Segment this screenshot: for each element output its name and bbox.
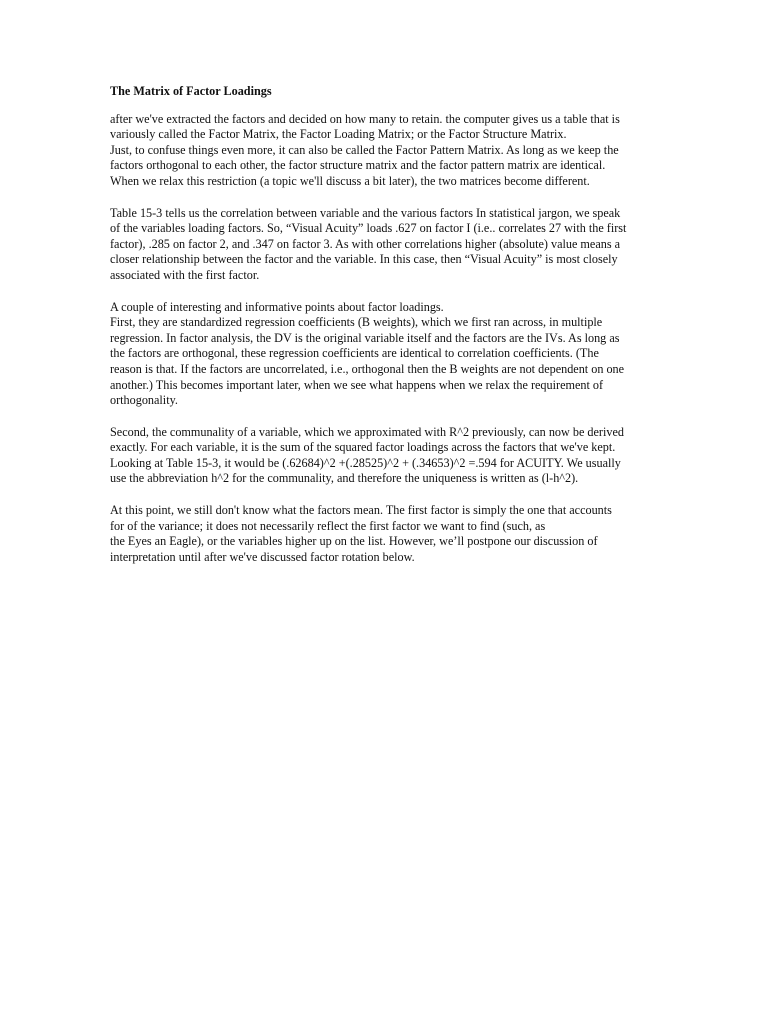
text-line: orthogonality. [110, 393, 178, 408]
text-line: Table 15-3 tells us the correlation between variable and the various factors In statistical jargon, we speak [110, 205, 621, 220]
text-line: reason is that. If the factors are uncorrelated, i.e., orthogonal then the B weights are not dependent on one [110, 361, 625, 376]
text-line: factor), .285 on factor 2, and .347 on factor 3. As with other correlations higher (absolute) value means a [110, 236, 621, 251]
text-line: closer relationship between the factor and the variable. In this case, then “Visual Acuity” is most closely [110, 252, 618, 267]
text-line: the Eyes an Eagle), or the variables higher up on the list. However, we’ll postpone our discussion of [110, 534, 598, 549]
paragraph-2 [110, 206, 670, 284]
text-line: after we've extracted the factors and decided on how many to retain. the computer gives us a table that is [110, 111, 620, 126]
text-line: At this point, we still don't know what the factors mean. The first factor is simply the one that accounts [110, 503, 612, 518]
paragraph-1 [110, 112, 670, 190]
text-line: the factors are orthogonal, these regression coefficients are identical to correlation coefficients. (The [110, 346, 599, 361]
paragraph-5 [110, 503, 670, 565]
text-line: Second, the communality of a variable, which we approximated with R^2 previously, can now be derived [110, 424, 624, 439]
text-line: for of the variance; it does not necessarily reflect the first factor we want to find (such, as [110, 518, 546, 533]
text-line: First, they are standardized regression coefficients (B weights), which we first ran across, in multiple [110, 315, 603, 330]
text-line: Just, to confuse things even more, it can also be called the Factor Pattern Matrix. As long as we keep the [110, 142, 619, 157]
paragraph-4 [110, 425, 670, 487]
text-line: When we relax this restriction (a topic we'll discuss a bit later), the two matrices become different. [110, 173, 590, 188]
document-body [110, 84, 670, 581]
text-line: of the variables loading factors. So, “Visual Acuity” loads .627 on factor I (i.e.. correlates 27 with the first [110, 221, 627, 236]
document-title: The Matrix of Factor Loadings [110, 84, 272, 98]
text-line: Looking at Table 15-3, it would be (.62684)^2 +(.28525)^2 + (.34653)^2 =.594 for ACUITY. We usually [110, 455, 621, 470]
text-line: exactly. For each variable, it is the sum of the squared factor loadings across the factors that we've kept. [110, 440, 616, 455]
paragraph-3 [110, 300, 670, 409]
text-line: A couple of interesting and informative points about factor loadings. [110, 299, 444, 314]
text-line: interpretation until after we've discussed factor rotation below. [110, 549, 415, 564]
text-line: regression. In factor analysis, the DV is the original variable itself and the factors are the IVs. As long as [110, 330, 620, 345]
text-line: use the abbreviation h^2 for the communality, and therefore the uniqueness is written as (l-h^2). [110, 471, 579, 486]
text-line: another.) This becomes important later, when we see what happens when we relax the requirement of [110, 377, 604, 392]
text-line: variously called the Factor Matrix, the Factor Loading Matrix; or the Factor Structure Matrix. [110, 127, 567, 142]
text-line: associated with the first factor. [110, 267, 260, 282]
text-line: factors orthogonal to each other, the factor structure matrix and the factor pattern matrix are identical. [110, 158, 606, 173]
